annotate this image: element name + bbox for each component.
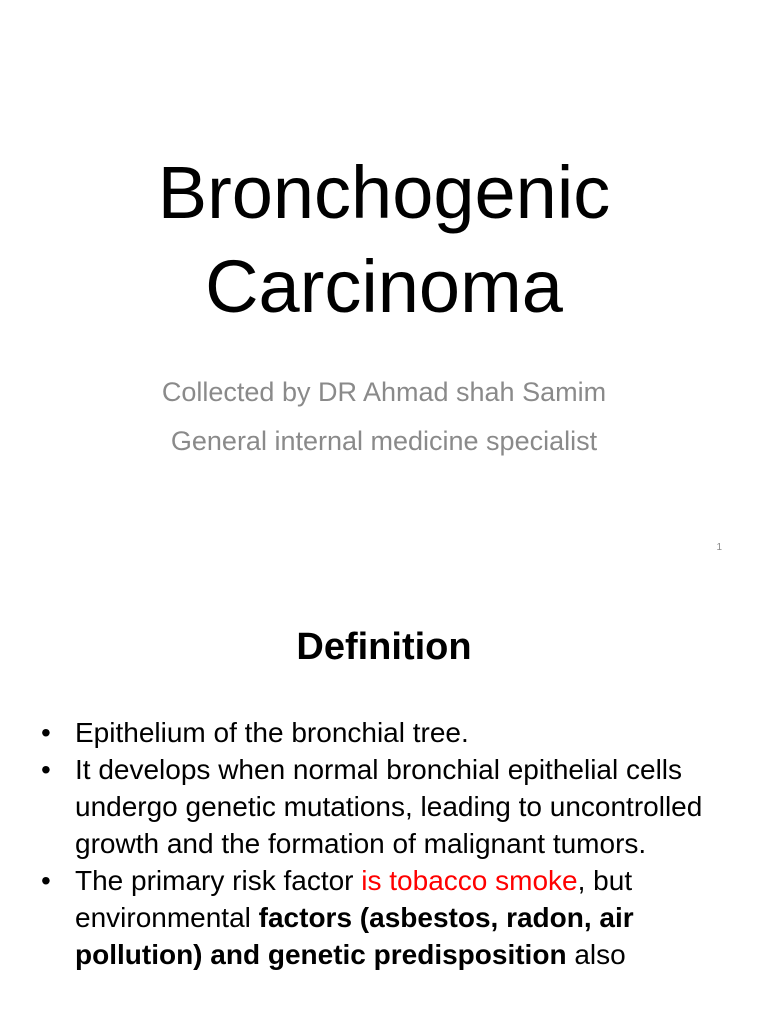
list-item: [41, 751, 741, 862]
bullet-text-part: The primary risk factor: [75, 865, 362, 896]
slide-subtitle: [0, 368, 768, 466]
bullet-icon: •: [41, 865, 51, 896]
title-line-1: Bronchogenic: [157, 151, 611, 234]
definition-slide: [0, 576, 768, 1024]
slide-heading: Definition: [296, 626, 472, 668]
list-item: [41, 714, 741, 751]
list-item: [41, 862, 741, 973]
bullet-icon: •: [41, 754, 51, 785]
bullet-list: [41, 714, 741, 973]
bullet-text-part: , but environmental: [75, 865, 633, 933]
subtitle-author: Collected by DR Ahmad shah Samim: [161, 377, 607, 407]
bold-text: factors (asbestos, radon, air pollution) and genetic predisposition: [75, 902, 634, 970]
slide-title: [0, 146, 768, 334]
bullet-text: It develops when normal bronchial epithelial cells undergo genetic mutations, leading to uncontrolled growth and the formation of malignant tumors.: [75, 754, 703, 859]
highlighted-text: is tobacco smoke: [361, 865, 578, 896]
bullet-text: Epithelium of the bronchial tree.: [75, 717, 469, 748]
bullet-text-part: also: [566, 939, 626, 970]
page-number: 1: [716, 542, 722, 553]
title-line-2: Carcinoma: [205, 245, 563, 328]
subtitle-role: General internal medicine specialist: [170, 426, 598, 456]
bullet-icon: •: [41, 717, 51, 748]
